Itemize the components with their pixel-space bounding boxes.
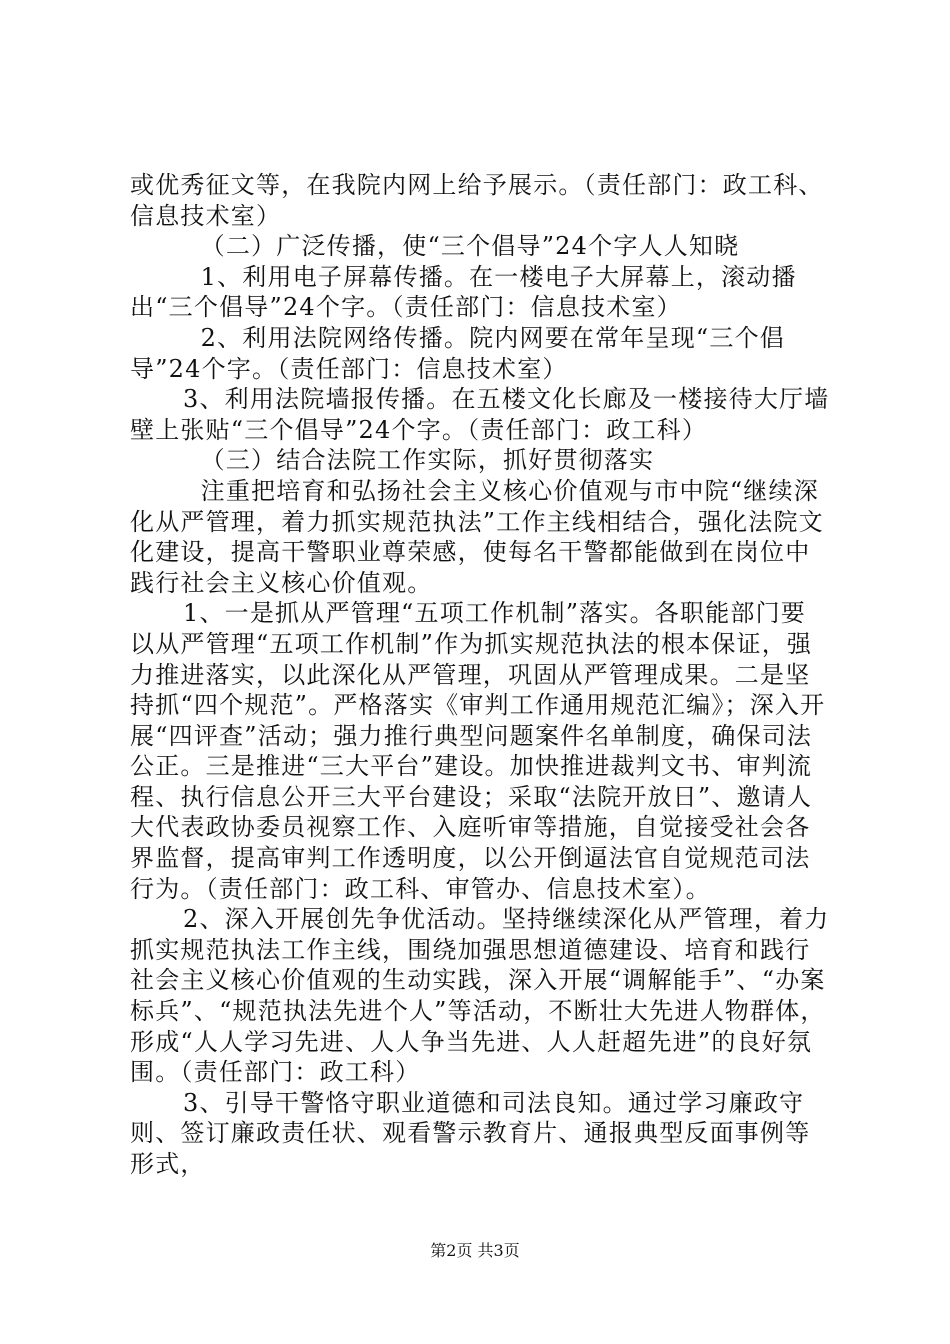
section-heading-3: （三）结合法院工作实际，抓好贯彻落实: [130, 446, 655, 475]
paragraph-7: 注重把培育和弘扬社会主义核心价值观与市中院“继续深化从严管理，着力抓实规范执法”工作主线相结合，强化法院文化建设，提高干警职业尊荣感，使每名干警都能做到在岗位中践行社会主义核心价值观。: [130, 476, 824, 597]
document-body: [130, 170, 830, 1180]
paragraph-9: 2、深入开展创先争优活动。坚持继续深化从严管理，着力抓实规范执法工作主线，围绕加强思想道德建设、培育和践行社会主义核心价值观的生动实践，深入开展“调解能手”、“办案标兵”、“规范执法先进个人”等活动，不断壮大先进人物群体，形成“人人学习先进、人人争当先进、人人赶超先进”的良好氛围。（责任部门：政工科）: [130, 905, 830, 1087]
paragraph-3: 1、利用电子屏幕传播。在一楼电子大屏幕上，滚动播出“三个倡导”24个字。（责任部门：信息技术室）: [130, 262, 797, 322]
paragraph-10: 3、引导干警恪守职业道德和司法良知。通过学习廉政守则、签订廉政责任状、观看警示教育片、通报典型反面事例等形式，: [130, 1088, 811, 1178]
paragraph-1: 或优秀征文等，在我院内网上给予展示。（责任部门：政工科、信息技术室）: [130, 171, 824, 230]
page-number-footer: 第2页 共3页: [430, 1241, 520, 1260]
paragraph-4: 2、利用法院网络传播。院内网要在常年呈现“三个倡导”24个字。（责任部门：信息技术室）: [130, 323, 785, 383]
paragraph-5: 3、利用法院墙报传播。在五楼文化长廊及一楼接待大厅墙壁上张贴“三个倡导”24个字。（责任部门：政工科）: [130, 385, 830, 444]
section-heading-2: （二）广泛传播，使“三个倡导”24个字人人知晓: [130, 232, 740, 261]
paragraph-8: 1、一是抓从严管理“五项工作机制”落实。各职能部门要以从严管理“五项工作机制”作为抓实规范执法的根本保证，强力推进落实，以此深化从严管理，巩固从严管理成果。二是坚持抓“四个规范”。严格落实《审判工作通用规范汇编》；深入开展“四评查”活动；强力推行典型问题案件名单制度，确保司法公正。三是推进“三大平台”建设。加快推进裁判文书、审判流程、执行信息公开三大平台建设；采取“法院开放日”、邀请人大代表政协委员视察工作、入庭听审等措施，自觉接受社会各界监督，提高审判工作透明度，以公开倒逼法官自觉规范司法行为。（责任部门：政工科、审管办、信息技术室）。: [130, 599, 826, 903]
